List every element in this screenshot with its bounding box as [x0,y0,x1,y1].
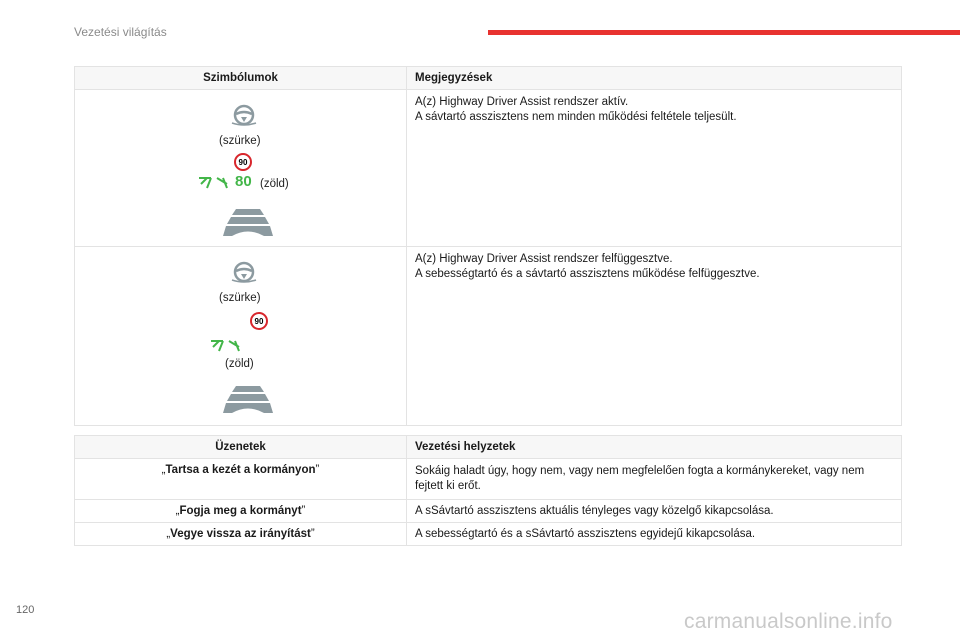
lane-road-icon [222,207,274,237]
table-header-row [75,436,902,459]
speed-limit-value: 90 [254,316,264,326]
message-cell: „Fogja meg a kormányt” [75,500,407,523]
speed-value-green: 80 [235,173,252,190]
grey-label: (szürke) [219,292,261,304]
steering-wheel-icon [229,260,259,284]
lane-keep-green-icon [209,338,245,354]
note-cell [407,90,902,247]
table-row [75,247,902,426]
message-text: Fogja meg a kormányt [179,505,302,517]
message-cell: „Vegye vissza az irányítást” [75,523,407,546]
message-cell: „Tartsa a kezét a kormányon” [75,459,407,500]
section-title: Vezetési világítás [74,25,167,39]
page-number: 120 [16,604,35,616]
message-text: Tartsa a kezét a kormányon [165,464,316,476]
speed-limit-sign-icon [250,312,268,330]
symbol-cell [75,247,407,426]
situation-cell: Sokáig haladt úgy, hogy nem, vagy nem megfelelően fogta a kormánykereket, vagy nem fejtett ki erőt. [407,459,902,500]
grey-label: (szürke) [219,135,261,147]
lane-keep-green-icon [197,175,233,191]
note-line: A sávtartó asszisztens nem minden működési feltétele teljesült. [415,111,737,123]
header-accent-bar [488,30,960,35]
note-cell [407,247,902,426]
situation-cell: A sebességtartó és a sSávtartó asszisztens egyidejű kikapcsolása. [407,523,902,546]
note-line: A sebességtartó és a sávtartó asszisztens működése felfüggesztve. [415,268,760,280]
column-header-symbols: Szimbólumok [75,67,407,90]
column-header-messages: Üzenetek [75,436,407,459]
steering-wheel-icon [229,103,259,127]
speed-limit-sign-icon [234,153,252,171]
green-label: (zöld) [225,358,254,370]
situation-cell: A sSávtartó asszisztens aktuális tényleges vagy közelgő kikapcsolása. [407,500,902,523]
symbols-table [74,66,902,426]
message-text: Vegye vissza az irányítást [170,528,311,540]
table-header-row [75,67,902,90]
note-line: A(z) Highway Driver Assist rendszer aktív. [415,96,629,108]
symbol-cell [75,90,407,247]
table-row [75,459,902,500]
green-label: (zöld) [260,178,289,190]
note-line: A(z) Highway Driver Assist rendszer felfüggesztve. [415,253,673,265]
speed-limit-value: 90 [238,157,248,167]
table-row [75,90,902,247]
column-header-situations: Vezetési helyzetek [407,436,902,459]
column-header-notes: Megjegyzések [407,67,902,90]
watermark: carmanualsonline.info [684,610,893,633]
table-row [75,523,902,546]
messages-table [74,435,902,546]
lane-road-icon [222,384,274,414]
table-row [75,500,902,523]
